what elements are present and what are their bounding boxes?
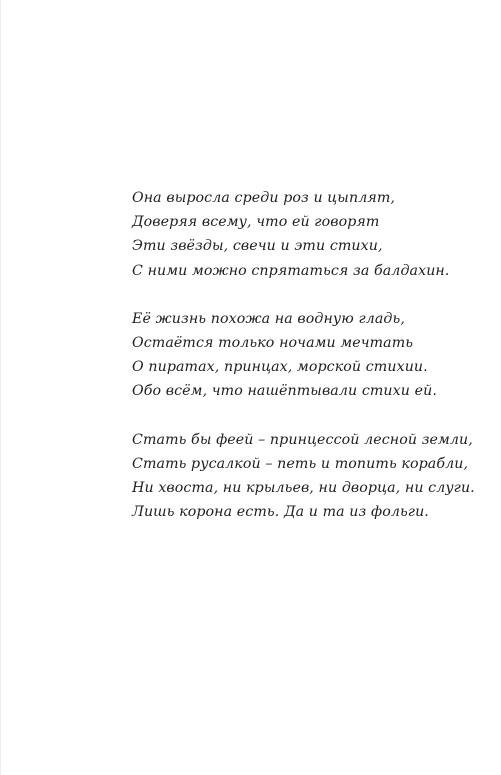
poem-line: Стать бы феей – принцессой лесной земли, [132, 431, 473, 448]
poem-line: Её жизнь похожа на водную гладь, [132, 310, 405, 327]
poem-line: Обо всём, что нашёптывали стихи ей. [132, 383, 437, 400]
stanza-1 [132, 186, 472, 283]
stanza-3 [132, 428, 475, 525]
poem-line: С ними можно спрятаться за балдахин. [132, 262, 450, 279]
poem-line: Эти звёзды, свечи и эти стихи, [132, 238, 383, 255]
poem-line: Лишь корона есть. Да и та из фольги. [132, 504, 429, 521]
stanza-2 [132, 307, 472, 404]
poem-line: Доверяя всему, что ей говорят [132, 214, 380, 231]
poem-line: Она выросла среди роз и цыплят, [132, 190, 395, 206]
poem-line: О пиратах, принцах, морской стихии. [132, 359, 428, 376]
poem-line: Остаётся только ночами мечтать [132, 335, 414, 352]
poem [132, 186, 475, 548]
poem-line: Ни хвоста, ни крыльев, ни дворца, ни слуги. [132, 480, 475, 497]
poem-line: Стать русалкой – петь и топить корабли, [132, 455, 469, 472]
